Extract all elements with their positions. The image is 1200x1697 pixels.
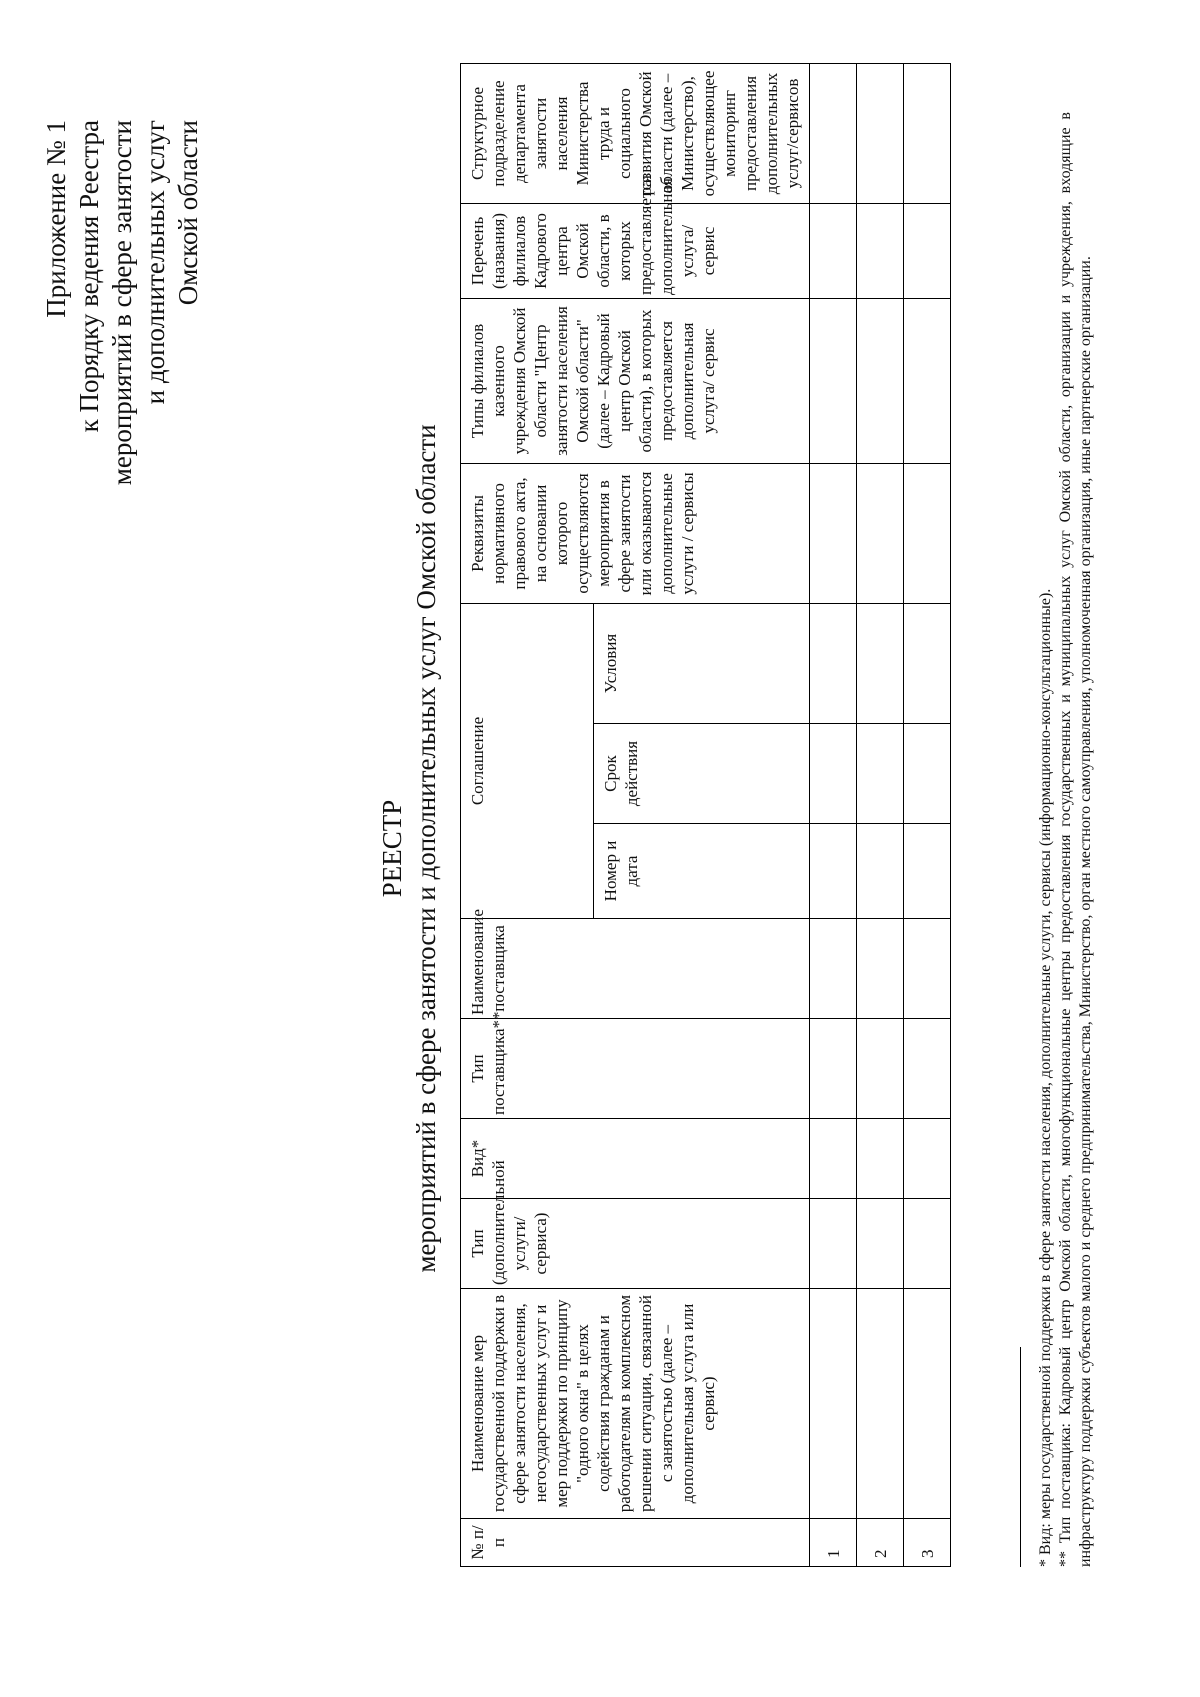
appendix-header <box>40 120 205 680</box>
header-kind: Вид* <box>461 1119 810 1199</box>
table-cell <box>810 63 857 203</box>
appendix-line: мероприятий в сфере занятости <box>107 120 137 486</box>
table-cell <box>857 1019 904 1119</box>
table-cell <box>904 1119 951 1199</box>
appendix-line: к Порядку ведения Реестра <box>74 120 104 433</box>
table-cell <box>857 1119 904 1199</box>
table-cell <box>810 298 857 463</box>
header-service-type: Тип (дополнительной услуги/ сервиса) <box>461 1199 810 1289</box>
header-supplier-type: Тип поставщика** <box>461 1019 810 1119</box>
footnotes <box>1036 112 1096 1567</box>
header-supplier-name: Наименование поставщика <box>461 919 810 1019</box>
table-cell <box>857 63 904 203</box>
table-cell <box>857 919 904 1019</box>
table-cell <box>857 824 904 919</box>
table-cell <box>904 919 951 1019</box>
table-row <box>904 63 951 1566</box>
appendix-line: Приложение № 1 <box>41 120 71 318</box>
table-cell <box>904 724 951 824</box>
table-cell <box>857 298 904 463</box>
table-cell <box>810 1019 857 1119</box>
header-branch-list: Перечень (названия) филиалов Кадрового центра Омской области, в которых предоставляется дополнительная услуга/ сервис <box>461 203 810 298</box>
table-cell <box>810 1119 857 1199</box>
table-cell <box>857 1199 904 1289</box>
title-subtitle: мероприятий в сфере занятости и дополнительных услуг Омской области <box>411 424 441 1273</box>
header-agreement-term: Срок действия <box>594 724 810 824</box>
row-number: 3 <box>904 1519 951 1567</box>
header-row <box>461 63 594 1566</box>
table-cell <box>904 298 951 463</box>
header-legal-act: Реквизиты нормативного правового акта, на основании которого осуществляются мероприятия в сфере занятости или оказываются дополнительные услуги / сервисы <box>461 463 810 603</box>
footnote-kind: * Вид: меры государственной поддержки в сфере занятости населения, дополнительные услуги, сервисы (информационно-консультационные). <box>1037 588 1054 1567</box>
table-row <box>810 63 857 1566</box>
table-cell <box>857 463 904 603</box>
table-row <box>857 63 904 1566</box>
row-number: 2 <box>857 1519 904 1567</box>
document-title <box>375 0 443 1697</box>
table-cell <box>810 919 857 1019</box>
footnote-divider <box>1020 1347 1021 1567</box>
table-cell <box>904 603 951 723</box>
header-department: Структурное подразделение департамента занятости населения Министерства труда и социального развития Омской области (далее – Министерство), осуществляющее мониторинг предоставления дополнительных услуг/сервисов <box>461 63 810 203</box>
table-cell <box>904 1199 951 1289</box>
registry-table <box>460 63 951 1567</box>
table-cell <box>904 824 951 919</box>
table-cell <box>904 463 951 603</box>
table-cell <box>810 824 857 919</box>
table-cell <box>810 463 857 603</box>
table-cell <box>810 203 857 298</box>
footnote-supplier-type: ** Тип поставщика: Кадровый центр Омской области, многофункциональные центры предоставления государственных и муниципальных услуг Омской области, организации и учреждения, входящие в инфраструктуру поддержки субъектов малого и среднего предпринимательства, Министерство, орган местного самоуправления, уполномоченная организация, иные партнерские организации. <box>1057 112 1094 1567</box>
header-measure-name: Наименование мер государственной поддержки в сфере занятости населения, негосударственных услуг и мер поддержки по принципу "одного окна" в целях содействия гражданам и работодателям в комплексном решении ситуации, связанной с занятостью (далее – дополнительная услуга или сервис) <box>461 1289 810 1519</box>
header-branch-types: Типы филиалов казенного учреждения Омской области "Центр занятости населения Омской области" (далее – Кадровый центр Омской области), в которых предоставляется дополнительная услуга/ сервис <box>461 298 810 463</box>
table-cell <box>857 603 904 723</box>
table-cell <box>904 203 951 298</box>
table-cell <box>810 1199 857 1289</box>
table-cell <box>810 603 857 723</box>
table-cell <box>857 724 904 824</box>
header-agreement-number: Номер и дата <box>594 824 810 919</box>
table-cell <box>857 203 904 298</box>
title-main: РЕЕСТР <box>377 799 407 898</box>
table-cell <box>810 1289 857 1519</box>
table-cell <box>904 1289 951 1519</box>
appendix-line: Омской области <box>173 120 203 306</box>
header-agreement: Соглашение <box>461 603 594 918</box>
table-cell <box>904 63 951 203</box>
table-cell <box>904 1019 951 1119</box>
header-agreement-conditions: Условия <box>594 603 810 723</box>
row-number: 1 <box>810 1519 857 1567</box>
table-cell <box>857 1289 904 1519</box>
header-num: № п/п <box>461 1519 810 1567</box>
table-cell <box>810 724 857 824</box>
appendix-line: и дополнительных услуг <box>140 120 170 405</box>
